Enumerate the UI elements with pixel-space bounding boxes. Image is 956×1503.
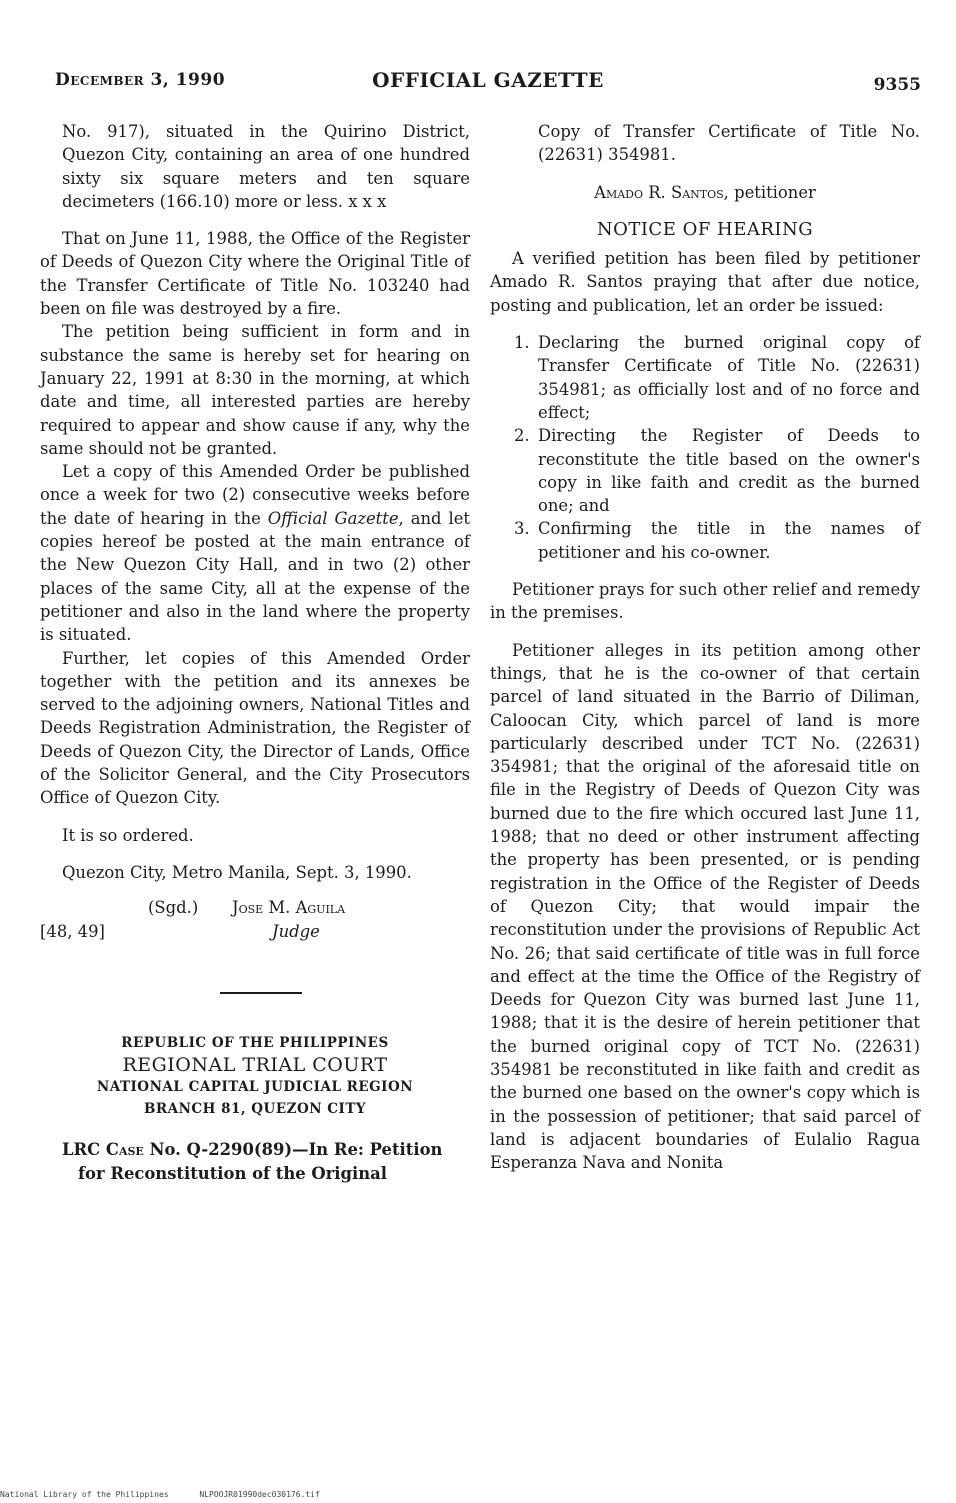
ordered-line: It is so ordered. [62, 825, 194, 845]
paragraph-publication [40, 460, 470, 646]
list-item [490, 517, 920, 564]
publication-text-b: , and let copies hereof be posted at the main entrance of the New Quezon City Hall, and in two (2) other places of the same City, all at the expense of the petitioner and also in the land where the property is situated. [40, 508, 470, 645]
right-column [490, 120, 920, 1174]
publication-text-a: Let a copy of this Amended Order be published once a week for two (2) consecutive weeks before the date of hearing in the [40, 462, 470, 528]
gazette-name: Official Gazette [267, 508, 399, 528]
paragraph-property-description: No. 917), situated in the Quirino District, Quezon City, containing an area of one hundred sixty six square meters and ten square decimeters (166.10) more or less. x x x [62, 122, 470, 211]
place-date-line: Quezon City, Metro Manila, Sept. 3, 1990. [62, 862, 412, 882]
left-column [40, 120, 470, 1185]
signed-mark: (Sgd.) [148, 898, 199, 918]
paragraph-hearing-date: The petition being sufficient in form and in substance the same is hereby set for hearing on January 22, 1991 at 8:30 in the morning, at which date and time, all interested parties are hereby required to appear and show cause if any, why the same should not be granted. [40, 322, 470, 458]
section-divider [220, 992, 302, 994]
notice-heading: NOTICE OF HEARING [596, 218, 814, 240]
court-name: REGIONAL TRIAL COURT [122, 1054, 388, 1077]
item-number: 2. [514, 426, 530, 446]
list-item [490, 424, 920, 517]
paragraph-service: Further, let copies of this Amended Order together with the petition and its annexes be served to the adjoining owners, National Titles and Deeds Registration Administration, the Register of Deeds of Quezon City, the Director of Lands, Office of the Solicitor General, and the City Prosecutors Office of Quezon City. [40, 648, 470, 808]
page-header [55, 70, 921, 100]
publication-title: OFFICIAL GAZETTE [372, 68, 604, 92]
list-item [490, 331, 920, 424]
case-label: LRC Case [62, 1140, 144, 1160]
item-text: Confirming the title in the names of petitioner and his co-owner. [538, 519, 920, 562]
item-text: Directing the Register of Deeds to reconstitute the title based on the owner's copy in like faith and credit as the burned one; and [538, 426, 920, 516]
paragraph-petition-filed: A verified petition has been filed by petitioner Amado R. Santos praying that after due notice, posting and publication, let an order be issued: [490, 249, 920, 315]
library-credit: National Library of the Philippines [0, 1490, 169, 1499]
judge-name: Jose M. Aguila [232, 898, 346, 918]
paragraph-title-copy: Copy of Transfer Certificate of Title No. (22631) 354981. [538, 122, 920, 165]
scan-footer [0, 1490, 346, 1499]
paragraph-other-relief: Petitioner prays for such other relief and remedy in the premises. [490, 580, 921, 623]
court-republic: REPUBLIC OF THE PHILIPPINES [121, 1035, 389, 1052]
petitioner-name: Amado R. Santos [594, 182, 724, 202]
court-branch: BRANCH 81, QUEZON CITY [143, 1101, 367, 1118]
page-number: 9355 [873, 75, 921, 95]
petitioner-role: , petitioner [723, 182, 816, 202]
petitioner-line [490, 181, 920, 204]
court-region: NATIONAL CAPITAL JUDICIAL REGION [96, 1079, 414, 1096]
issue-date: December 3, 1990 [55, 70, 226, 90]
item-number: 3. [514, 519, 530, 539]
scan-filename: NLPOOJR01990dec030176.tif [199, 1490, 320, 1499]
signature-block [40, 896, 470, 952]
item-text: Declaring the burned original copy of Transfer Certificate of Title No. (22631) 354981; as officially lost and of no force and effect; [538, 333, 920, 422]
case-caption [40, 1138, 470, 1185]
reference-number: [48, 49] [40, 922, 105, 942]
prayer-list [490, 331, 920, 564]
paragraph-fire: That on June 11, 1988, the Office of the Register of Deeds of Quezon City where the Original Title of the Transfer Certificate of Title No. 103240 had been on file was destroyed by a fire. [40, 229, 470, 319]
court-heading [40, 1032, 470, 1120]
judge-title: Judge [272, 922, 320, 942]
case-title: No. Q-2290(89)—In Re: Petition for Reconstitution of the Original [78, 1140, 443, 1183]
item-number: 1. [514, 333, 530, 353]
paragraph-allegations: Petitioner alleges in its petition among other things, that he is the co-owner of that certain parcel of land situated in the Barrio of Diliman, Caloocan City, which parcel of land is more particularly described under TCT No. (22631) 354981; that the original of the aforesaid title on file in the Registry of Deeds of Quezon City was burned due to the fire which occured last June 11, 1988; that no deed or other instrument affecting the property has been presented, or is pending registration in the Office of the Register of Deeds of Quezon City; that would impair the reconstitution under the provisions of Republic Act No. 26; that said certificate of title was in full force and effect at the time the Office of the Registry of Deeds for Quezon City was burned last June 11, 1988; that it is the desire of herein petitioner that the burned original copy of TCT No. (22631) 354981 be reconstituted in like faith and credit as the burned one based on the owner's copy which is in the possession of petitioner; that said parcel of land is adjacent boundaries of Eulalio Ragua Esperanza Nava and Nonita [490, 640, 920, 1173]
